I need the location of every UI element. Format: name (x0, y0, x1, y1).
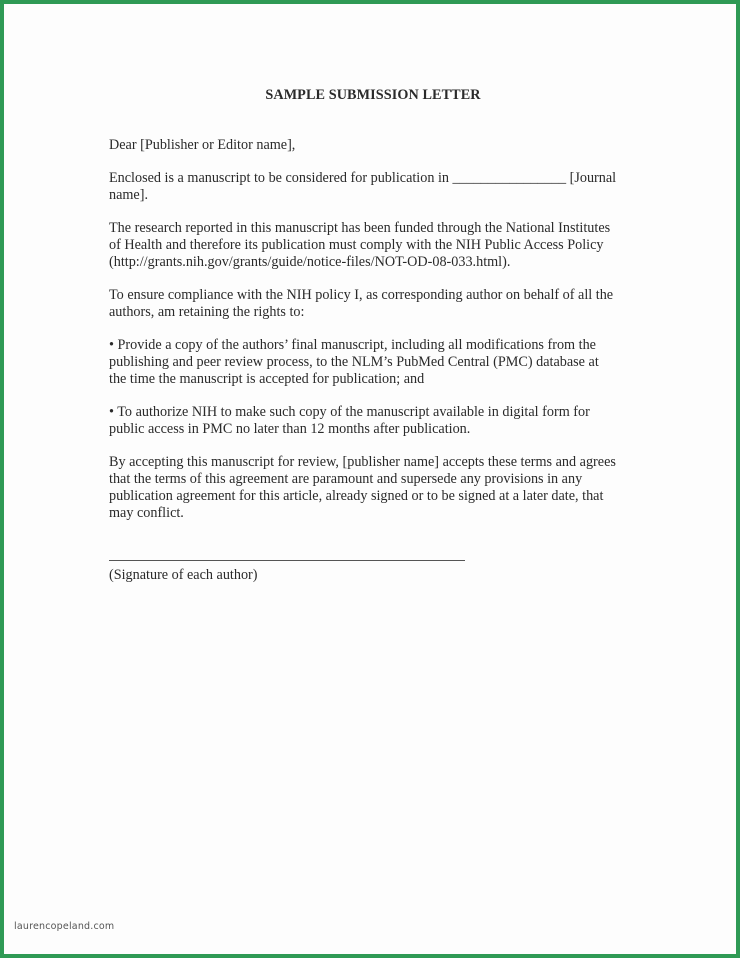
text-line: publishing and peer review process, to the NLM’s PubMed Central (PMC) database at (109, 354, 599, 370)
text-line: that the terms of this agreement are paramount and supersede any provisions in any (109, 471, 583, 487)
text-line: • To authorize NIH to make such copy of the manuscript available in digital form for (109, 404, 590, 420)
bullet-provide-copy (109, 337, 639, 388)
bullet-authorize-nih (109, 404, 639, 438)
text-line: name]. (109, 187, 148, 203)
paragraph-compliance (109, 287, 639, 321)
text-line: of Health and therefore its publication must comply with the NIH Public Access Policy (109, 237, 604, 253)
greeting: Dear [Publisher or Editor name], (109, 137, 296, 153)
text-line: authors, am retaining the rights to: (109, 304, 305, 320)
signature-line (109, 560, 465, 561)
text-line: • Provide a copy of the authors’ final manuscript, including all modifications from the (109, 337, 596, 353)
letter-title: SAMPLE SUBMISSION LETTER (265, 87, 481, 103)
letter-body (109, 87, 639, 584)
text-line: Enclosed is a manuscript to be considered for publication in ________________ [Journal (109, 170, 617, 186)
paragraph-research (109, 220, 639, 271)
policy-url: (http://grants.nih.gov/grants/guide/notice-files/NOT-OD-08-033.html). (109, 254, 511, 270)
text-line: public access in PMC no later than 12 months after publication. (109, 421, 471, 437)
signature-label: (Signature of each author) (109, 567, 258, 583)
text-line: To ensure compliance with the NIH policy I, as corresponding author on behalf of all the (109, 287, 614, 303)
text-line: the time the manuscript is accepted for publication; and (109, 371, 425, 387)
text-line: publication agreement for this article, already signed or to be signed at a later date, that (109, 488, 604, 504)
paragraph-enclosed (109, 170, 639, 204)
watermark: laurencopeland.com (14, 921, 115, 932)
text-line: By accepting this manuscript for review, [publisher name] accepts these terms and agrees (109, 454, 616, 470)
text-line: The research reported in this manuscript has been funded through the National Institutes (109, 220, 611, 236)
paragraph-acceptance (109, 454, 639, 522)
text-line: may conflict. (109, 505, 184, 521)
